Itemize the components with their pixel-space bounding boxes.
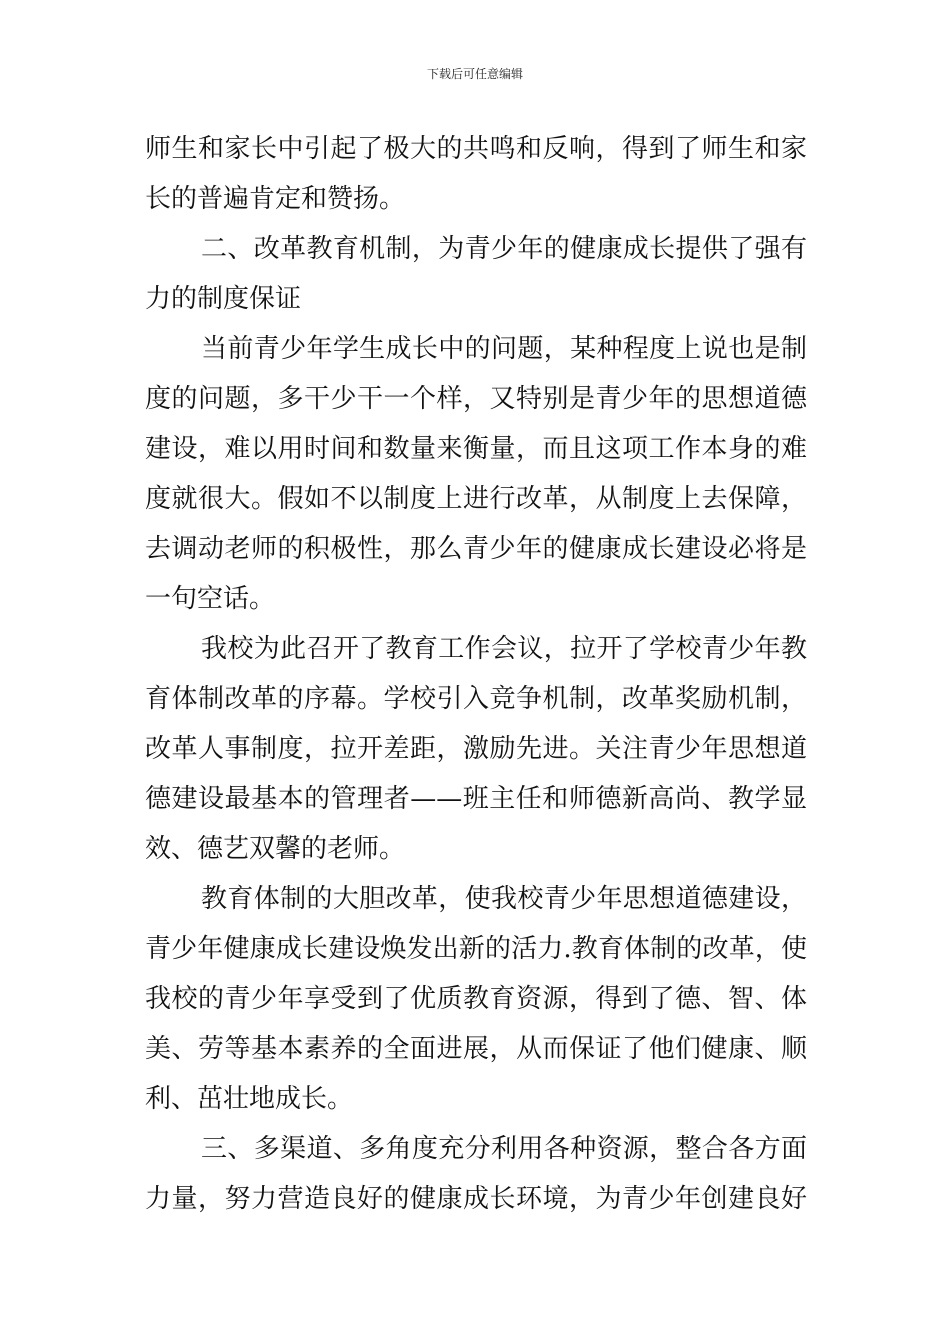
text-line: 师生和家长中引起了极大的共鸣和反响，得到了师生和家 [145,134,807,164]
text-line: 去调动老师的积极性，那么青少年的健康成长建设必将是 [145,534,807,564]
text-line: 力量，努力营造良好的健康成长环境，为青少年创建良好 [145,1184,807,1214]
page-header: 下载后可任意编辑 [426,67,523,81]
text-line: 改革人事制度，拉开差距，激励先进。关注青少年思想道 [145,734,807,764]
document-body [145,124,807,1224]
text-line: 二、改革教育机制，为青少年的健康成长提供了强有 [201,234,807,264]
text-line: 三、多渠道、多角度充分利用各种资源，整合各方面 [201,1134,807,1164]
text-line: 一句空话。 [145,584,276,614]
text-line: 美、劳等基本素养的全面进展，从而保证了他们健康、顺 [145,1034,807,1064]
text-line: 度的问题，多干少干一个样，又特别是青少年的思想道德 [145,384,807,414]
text-line: 长的普遍肯定和赞扬。 [145,184,406,214]
text-line: 德建设最基本的管理者——班主任和师德新高尚、教学显 [145,784,807,814]
text-line: 青少年健康成长建设焕发出新的活力.教育体制的改革，使 [145,934,807,964]
text-line: 利、茁壮地成长。 [145,1084,354,1114]
text-line: 我校为此召开了教育工作会议，拉开了学校青少年教 [201,634,807,664]
text-line: 育体制改革的序幕。学校引入竞争机制，改革奖励机制， [145,684,807,714]
text-line: 效、德艺双馨的老师。 [145,834,406,864]
text-line: 度就很大。假如不以制度上进行改革，从制度上去保障， [145,484,807,514]
text-line: 力的制度保证 [145,284,302,314]
text-line: 我校的青少年享受到了优质教育资源，得到了德、智、体 [145,984,807,1014]
text-line: 教育体制的大胆改革，使我校青少年思想道德建设， [201,884,807,914]
text-line: 建设，难以用时间和数量来衡量，而且这项工作本身的难 [145,434,807,464]
text-line: 当前青少年学生成长中的问题，某种程度上说也是制 [201,334,807,364]
